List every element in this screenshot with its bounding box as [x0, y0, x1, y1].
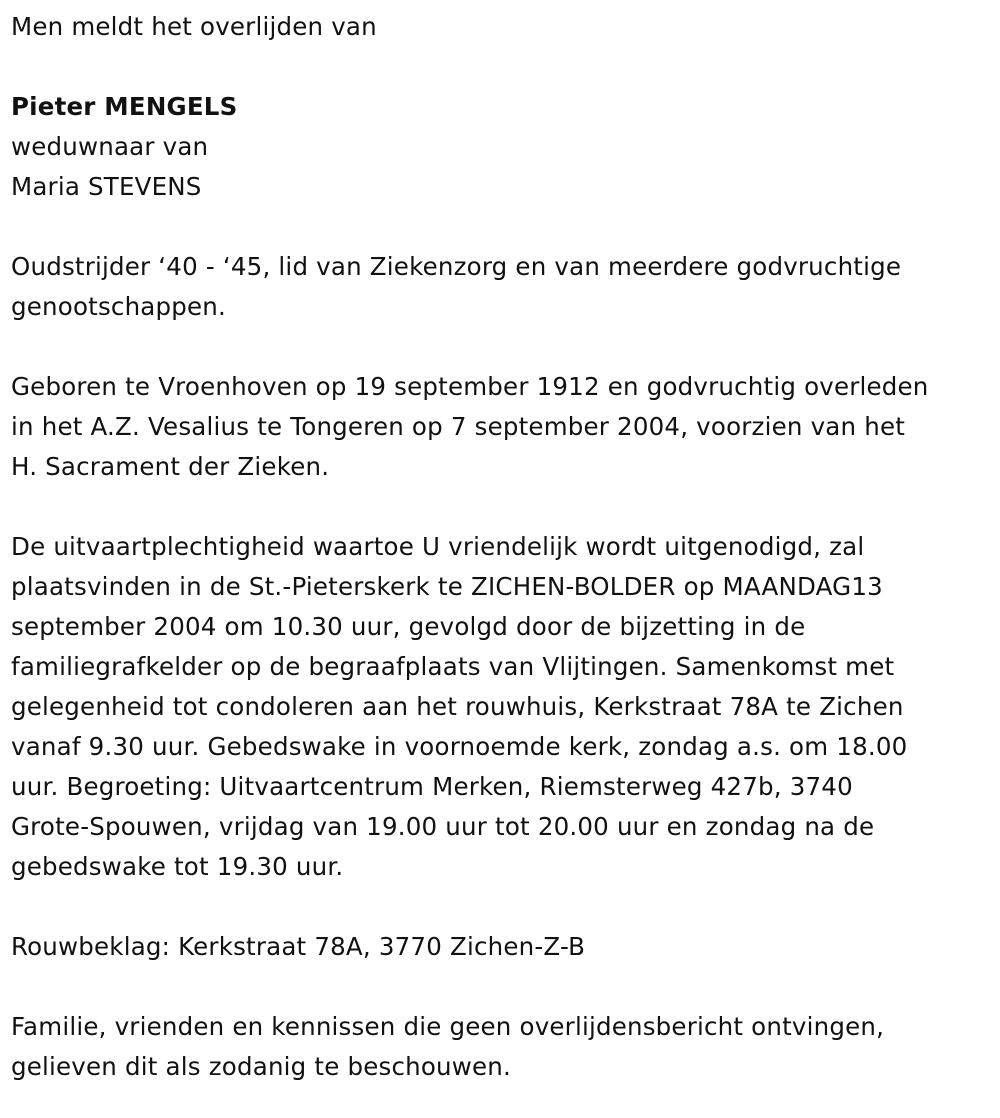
spacer — [11, 47, 986, 87]
paragraph-line: gelegenheid tot condoleren aan het rouwhuis, Kerkstraat 78A te Zichen — [11, 692, 904, 721]
relation-line: weduwnaar van — [11, 132, 209, 161]
veteran-paragraph — [11, 247, 986, 327]
paragraph-line: Familie, vrienden en kennissen die geen overlijdensbericht ontvingen, — [11, 1012, 885, 1041]
paragraph-line: genootschappen. — [11, 292, 227, 321]
spacer — [11, 967, 986, 1007]
condolence-address: Rouwbeklag: Kerkstraat 78A, 3770 Zichen-Z-B — [11, 932, 586, 961]
paragraph-line: gelieven dit als zodanig te beschouwen. — [11, 1052, 512, 1081]
deceased-name: Pieter MENGELS — [11, 92, 238, 121]
spacer — [11, 327, 986, 367]
paragraph-line: Geboren te Vroenhoven op 19 september 1912 en godvruchtig overleden — [11, 372, 929, 401]
paragraph-line: De uitvaartplechtigheid waartoe U vriendelijk wordt uitgenodigd, zal — [11, 532, 865, 561]
intro-line: Men meldt het overlijden van — [11, 12, 377, 41]
paragraph-line: familiegrafkelder op de begraafplaats van Vlijtingen. Samenkomst met — [11, 652, 895, 681]
obituary-notice — [11, 7, 986, 1087]
paragraph-line: Grote-Spouwen, vrijdag van 19.00 uur tot 20.00 uur en zondag na de — [11, 812, 875, 841]
paragraph-line: uur. Begroeting: Uitvaartcentrum Merken, Riemsterweg 427b, 3740 — [11, 772, 853, 801]
closing-paragraph — [11, 1007, 986, 1087]
birth-death-paragraph — [11, 367, 986, 487]
spacer — [11, 487, 986, 527]
paragraph-line: Oudstrijder ‘40 - ‘45, lid van Ziekenzorg en van meerdere godvruchtige — [11, 252, 902, 281]
spouse-name: Maria STEVENS — [11, 172, 202, 201]
paragraph-line: plaatsvinden in de St.-Pieterskerk te ZICHEN-BOLDER op MAANDAG13 — [11, 572, 883, 601]
spacer — [11, 207, 986, 247]
paragraph-line: H. Sacrament der Zieken. — [11, 452, 330, 481]
funeral-paragraph — [11, 527, 986, 887]
spacer — [11, 887, 986, 927]
paragraph-line: september 2004 om 10.30 uur, gevolgd door de bijzetting in de — [11, 612, 806, 641]
paragraph-line: gebedswake tot 19.30 uur. — [11, 852, 344, 881]
paragraph-line: vanaf 9.30 uur. Gebedswake in voornoemde kerk, zondag a.s. om 18.00 — [11, 732, 908, 761]
paragraph-line: in het A.Z. Vesalius te Tongeren op 7 september 2004, voorzien van het — [11, 412, 906, 441]
